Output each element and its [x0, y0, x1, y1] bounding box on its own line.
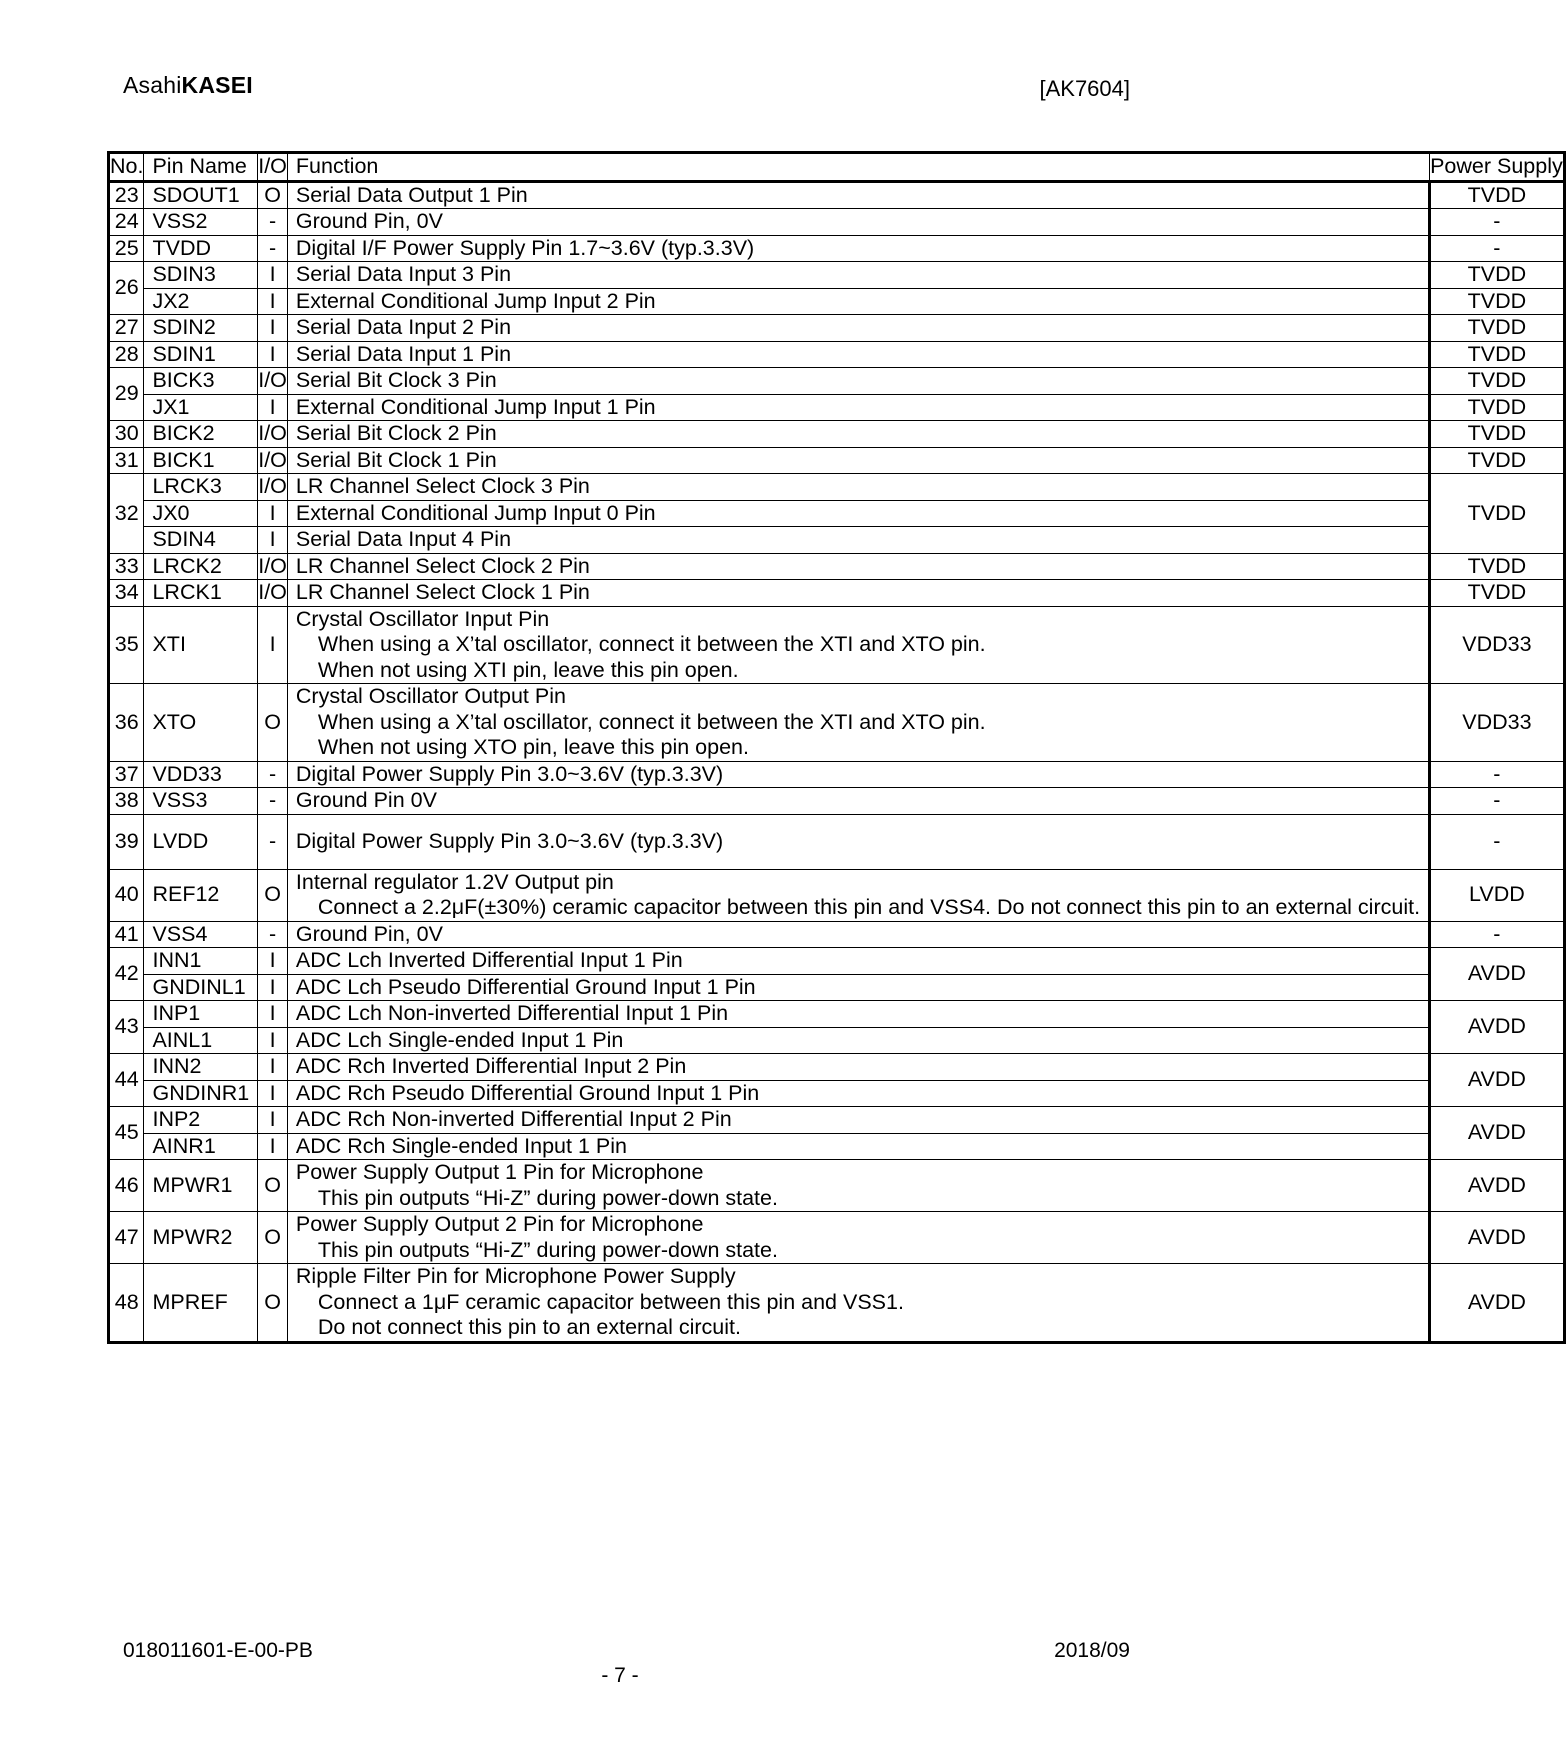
pin-io: I [258, 948, 288, 975]
pin-power-supply: TVDD [1430, 368, 1565, 395]
function-note: Connect a 2.2μF(±30%) ceramic capacitor between this pin and VSS4. Do not connect this pin to an external circuit. [317, 895, 1421, 919]
col-header-function: Function [287, 153, 1429, 182]
page-header [123, 72, 1130, 106]
pin-io: O [258, 869, 288, 921]
pin-number: 24 [109, 209, 144, 236]
table-row [109, 474, 1565, 501]
logo-text-asahi: Asahi [123, 72, 182, 98]
col-header-pin-name: Pin Name [144, 153, 258, 182]
pin-io: - [258, 209, 288, 236]
function-title: Crystal Oscillator Output Pin [295, 684, 566, 708]
pin-number: 35 [109, 606, 144, 684]
table-row [109, 974, 1565, 1001]
table-row [109, 580, 1565, 607]
pin-name: AINR1 [144, 1133, 258, 1160]
pin-io: I [258, 1080, 288, 1107]
function-note: This pin outputs “Hi-Z” during power-down state. [317, 1185, 778, 1210]
pin-io: O [258, 1160, 288, 1212]
function-note: When using a X’tal oscillator, connect it between the XTI and XTO pin. [317, 709, 986, 734]
pin-name: LVDD [144, 814, 258, 869]
pin-name: SDIN3 [144, 262, 258, 289]
pin-io: I [258, 1133, 288, 1160]
pin-number: 48 [109, 1264, 144, 1343]
table-row [109, 788, 1565, 815]
pin-function [287, 580, 1429, 607]
pin-io: I/O [258, 447, 287, 472]
pin-function [287, 948, 1429, 975]
table-body [109, 181, 1565, 1342]
pin-io: I [258, 288, 288, 315]
pin-io: I/O [258, 368, 287, 392]
pin-number: 46 [109, 1160, 144, 1212]
pin-name: VDD33 [144, 761, 258, 788]
table-row [109, 500, 1565, 527]
pin-io: O [258, 1264, 288, 1343]
pin-number: 23 [109, 181, 144, 209]
pin-name: VSS2 [144, 209, 258, 236]
pin-number: 34 [109, 580, 144, 607]
logo-text-kasei: KASEI [181, 72, 253, 98]
function-title: Serial Data Input 2 Pin [295, 315, 512, 339]
table-row [109, 1107, 1565, 1134]
function-title: External Conditional Jump Input 0 Pin [295, 500, 656, 525]
pin-power-supply: TVDD [1430, 315, 1565, 342]
pin-function [287, 788, 1429, 815]
pin-io: I/O [258, 421, 287, 445]
pin-number: 37 [109, 761, 144, 788]
pin-name: AINL1 [144, 1027, 258, 1054]
function-note: Connect a 1μF ceramic capacitor between this pin and VSS1. [317, 1289, 904, 1314]
pin-name: MPREF [144, 1264, 258, 1343]
pin-name: LRCK3 [144, 474, 258, 501]
pin-power-supply: AVDD [1430, 1107, 1565, 1160]
pin-function [287, 553, 1429, 580]
pin-name: JX2 [144, 288, 258, 315]
table-row [109, 1264, 1565, 1343]
pin-power-supply: AVDD [1430, 1001, 1565, 1054]
pin-number: 47 [109, 1212, 144, 1264]
pin-number: 42 [109, 948, 144, 1001]
pin-number: 32 [109, 474, 144, 554]
table-row [109, 262, 1565, 289]
pin-function [287, 1133, 1429, 1160]
document-id: [AK7604] [1039, 76, 1130, 101]
pin-function [287, 869, 1429, 921]
pin-power-supply: LVDD [1430, 869, 1565, 921]
pin-number: 27 [109, 315, 144, 342]
pin-power-supply: TVDD [1430, 447, 1565, 474]
pin-name: MPWR1 [144, 1160, 258, 1212]
pin-name: BICK2 [144, 421, 258, 448]
function-title: Internal regulator 1.2V Output pin [295, 869, 614, 894]
table-row [109, 447, 1565, 474]
pin-function [287, 368, 1429, 395]
pin-io: I/O [258, 553, 287, 578]
pin-function [287, 421, 1429, 448]
pin-function [287, 761, 1429, 788]
pin-power-supply: - [1430, 761, 1565, 788]
function-title: Digital I/F Power Supply Pin 1.7~3.6V (typ.3.3V) [295, 235, 755, 260]
function-title: ADC Lch Single-ended Input 1 Pin [295, 1027, 624, 1052]
pin-function [287, 527, 1429, 554]
function-note: This pin outputs “Hi-Z” during power-down state. [317, 1237, 778, 1262]
table-row [109, 814, 1565, 869]
pin-io: I [258, 606, 288, 684]
function-note: When using a X’tal oscillator, connect it between the XTI and XTO pin. [317, 632, 986, 656]
pin-number: 29 [109, 368, 144, 421]
pin-function [287, 1054, 1429, 1081]
pin-power-supply: - [1430, 209, 1565, 236]
pin-number: 30 [109, 421, 144, 448]
pin-name: SDIN2 [144, 315, 258, 342]
pin-power-supply: TVDD [1430, 553, 1565, 580]
pin-power-supply: TVDD [1430, 421, 1565, 448]
pin-io: I [258, 1027, 288, 1054]
table-row [109, 948, 1565, 975]
pin-function [287, 1027, 1429, 1054]
pin-power-supply: - [1430, 814, 1565, 869]
col-header-power-supply: Power Supply [1430, 153, 1565, 182]
pin-function [287, 474, 1429, 501]
function-title: Ground Pin, 0V [295, 921, 443, 946]
function-title: Crystal Oscillator Input Pin [295, 606, 550, 631]
pin-power-supply: TVDD [1430, 474, 1565, 554]
table-header-row [109, 153, 1565, 182]
pin-function [287, 181, 1429, 209]
pin-function [287, 606, 1429, 684]
pin-power-supply: AVDD [1430, 1212, 1565, 1264]
pin-name: GNDINL1 [144, 974, 258, 1001]
pin-name: TVDD [144, 235, 258, 262]
pin-function [287, 341, 1429, 368]
pin-function [287, 209, 1429, 236]
function-title: Power Supply Output 2 Pin for Microphone [295, 1212, 704, 1236]
function-title: ADC Rch Non-inverted Differential Input 2 Pin [295, 1107, 732, 1131]
pin-function [287, 921, 1429, 948]
function-title: Serial Data Input 4 Pin [295, 527, 512, 551]
pin-io: I [258, 1054, 288, 1081]
function-title: LR Channel Select Clock 1 Pin [295, 580, 590, 604]
function-title: Serial Bit Clock 1 Pin [295, 447, 497, 472]
pin-power-supply: TVDD [1430, 580, 1565, 607]
pin-power-supply: AVDD [1430, 1264, 1565, 1343]
pin-power-supply: AVDD [1430, 1160, 1565, 1212]
pin-io: - [258, 921, 288, 948]
pin-function [287, 1160, 1429, 1212]
pin-name: LRCK2 [144, 553, 258, 580]
pin-power-supply: TVDD [1430, 341, 1565, 368]
function-title: Power Supply Output 1 Pin for Microphone [295, 1160, 704, 1184]
function-title: LR Channel Select Clock 3 Pin [295, 474, 590, 498]
pin-power-supply: TVDD [1430, 288, 1565, 315]
pin-io: I [258, 315, 288, 342]
footer-doc-code: 018011601-E-00-PB [123, 1639, 313, 1662]
table-row [109, 1054, 1565, 1081]
pin-io: I [258, 527, 288, 554]
footer-date: 2018/09 [1054, 1639, 1130, 1662]
pin-io: I [258, 394, 288, 421]
function-title: Ripple Filter Pin for Microphone Power Supply [295, 1264, 736, 1288]
pin-power-supply: - [1430, 921, 1565, 948]
function-title: ADC Lch Non-inverted Differential Input 1 Pin [295, 1001, 729, 1025]
pin-name: JX1 [144, 394, 258, 421]
table-row [109, 368, 1565, 395]
table-row [109, 209, 1565, 236]
function-note: Do not connect this pin to an external circuit. [317, 1315, 741, 1339]
function-title: LR Channel Select Clock 2 Pin [295, 553, 590, 578]
function-title: ADC Lch Pseudo Differential Ground Input 1 Pin [295, 974, 756, 999]
pin-function [287, 1212, 1429, 1264]
pin-io: O [258, 181, 288, 209]
col-header-no: No. [109, 153, 144, 182]
pin-number: 26 [109, 262, 144, 315]
function-title: ADC Rch Single-ended Input 1 Pin [295, 1133, 627, 1158]
pin-name: INP1 [144, 1001, 258, 1028]
pin-power-supply: AVDD [1430, 948, 1565, 1001]
pin-name: MPWR2 [144, 1212, 258, 1264]
table-row [109, 288, 1565, 315]
pin-function [287, 288, 1429, 315]
pin-function [287, 974, 1429, 1001]
table-row [109, 1133, 1565, 1160]
pin-table [107, 151, 1566, 1344]
pin-number: 44 [109, 1054, 144, 1107]
pin-function [287, 262, 1429, 289]
pin-name: VSS3 [144, 788, 258, 815]
col-header-io: I/O [258, 153, 288, 182]
pin-power-supply: TVDD [1430, 262, 1565, 289]
pin-number: 39 [109, 814, 144, 869]
function-note: When not using XTO pin, leave this pin open. [317, 735, 749, 759]
pin-function [287, 1107, 1429, 1134]
table-row [109, 394, 1565, 421]
pin-power-supply: AVDD [1430, 1054, 1565, 1107]
pin-power-supply: - [1430, 788, 1565, 815]
company-logo [123, 72, 253, 99]
pin-name: GNDINR1 [144, 1080, 258, 1107]
pin-function [287, 1080, 1429, 1107]
pin-name: JX0 [144, 500, 258, 527]
pin-name: SDOUT1 [144, 181, 258, 209]
pin-name: INP2 [144, 1107, 258, 1134]
pin-number: 38 [109, 788, 144, 815]
pin-function [287, 500, 1429, 527]
pin-power-supply: - [1430, 235, 1565, 262]
pin-name: BICK3 [144, 368, 258, 395]
pin-number: 43 [109, 1001, 144, 1054]
pin-power-supply: TVDD [1430, 394, 1565, 421]
table-row [109, 1080, 1565, 1107]
pin-name: SDIN4 [144, 527, 258, 554]
pin-function [287, 394, 1429, 421]
pin-power-supply: VDD33 [1430, 684, 1565, 762]
pin-number: 41 [109, 921, 144, 948]
pin-io: I/O [258, 474, 287, 498]
table-row [109, 606, 1565, 684]
function-title: ADC Rch Inverted Differential Input 2 Pin [295, 1054, 687, 1078]
table-row [109, 315, 1565, 342]
table-row [109, 553, 1565, 580]
pin-function [287, 235, 1429, 262]
pin-number: 28 [109, 341, 144, 368]
pin-function [287, 814, 1429, 869]
function-title: Ground Pin 0V [295, 788, 437, 812]
pin-io: - [258, 814, 288, 869]
pin-function [287, 315, 1429, 342]
pin-io: I [258, 1107, 288, 1134]
function-title: Serial Data Input 3 Pin [295, 262, 512, 286]
table-row [109, 527, 1565, 554]
pin-function [287, 1264, 1429, 1343]
pin-io: - [258, 788, 288, 815]
pin-name: XTI [144, 606, 258, 684]
function-title: External Conditional Jump Input 2 Pin [295, 288, 656, 313]
pin-io: I [258, 500, 288, 527]
pin-io: - [258, 235, 288, 262]
function-title: Serial Bit Clock 3 Pin [295, 368, 497, 392]
table-row [109, 181, 1565, 209]
table-row [109, 235, 1565, 262]
pin-io: I [258, 1001, 288, 1028]
table-row [109, 421, 1565, 448]
pin-io: I [258, 341, 288, 368]
function-title: ADC Rch Pseudo Differential Ground Input 1 Pin [295, 1080, 760, 1105]
pin-io: O [258, 684, 288, 762]
table-row [109, 1001, 1565, 1028]
pin-name: XTO [144, 684, 258, 762]
function-title: Digital Power Supply Pin 3.0~3.6V (typ.3.3V) [295, 828, 724, 853]
table-row [109, 341, 1565, 368]
function-title: ADC Lch Inverted Differential Input 1 Pin [295, 948, 683, 972]
function-title: Serial Data Output 1 Pin [295, 182, 528, 207]
table-row [109, 1027, 1565, 1054]
pin-name: BICK1 [144, 447, 258, 474]
pin-number: 31 [109, 447, 144, 474]
pin-function [287, 447, 1429, 474]
pin-number: 45 [109, 1107, 144, 1160]
pin-name: INN1 [144, 948, 258, 975]
function-title: Serial Data Input 1 Pin [295, 341, 512, 366]
pin-name: LRCK1 [144, 580, 258, 607]
pin-name: SDIN1 [144, 341, 258, 368]
pin-name: INN2 [144, 1054, 258, 1081]
function-note: When not using XTI pin, leave this pin open. [317, 657, 739, 682]
pin-number: 33 [109, 553, 144, 580]
pin-io: I [258, 974, 288, 1001]
pin-name: REF12 [144, 869, 258, 921]
function-title: Digital Power Supply Pin 3.0~3.6V (typ.3.3V) [295, 761, 724, 786]
pin-function [287, 1001, 1429, 1028]
table-row [109, 869, 1565, 921]
table-row [109, 684, 1565, 762]
pin-function [287, 684, 1429, 762]
function-title: Ground Pin, 0V [295, 209, 443, 233]
pin-power-supply: TVDD [1430, 181, 1565, 209]
pin-number: 36 [109, 684, 144, 762]
table-row [109, 1212, 1565, 1264]
function-title: External Conditional Jump Input 1 Pin [295, 394, 656, 419]
pin-io: I/O [258, 580, 287, 604]
pin-io: O [258, 1212, 288, 1264]
function-title: Serial Bit Clock 2 Pin [295, 421, 497, 445]
pin-name: VSS4 [144, 921, 258, 948]
table-row [109, 921, 1565, 948]
table-row [109, 761, 1565, 788]
pin-power-supply: VDD33 [1430, 606, 1565, 684]
table-row [109, 1160, 1565, 1212]
pin-number: 25 [109, 235, 144, 262]
page-number: - 7 - [601, 1664, 639, 1687]
pin-number: 40 [109, 869, 144, 921]
pin-io: - [258, 761, 288, 788]
pin-io: I [258, 262, 288, 289]
